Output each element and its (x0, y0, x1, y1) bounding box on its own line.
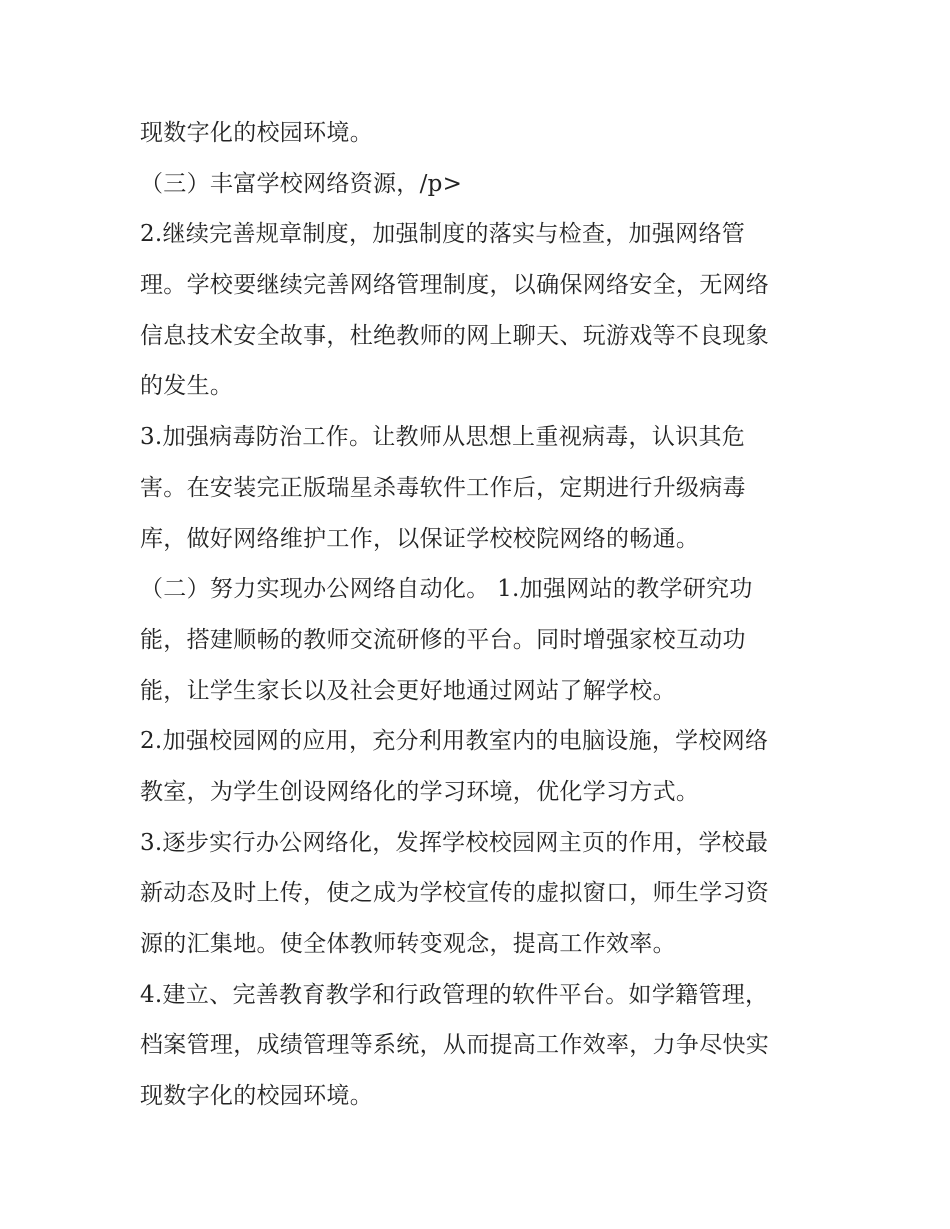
text-line: 害。在安装完正版瑞星杀毒软件工作后，定期进行升级病毒 (140, 474, 746, 501)
text-line: 教室，为学生创设网络化的学习环境，优化学习方式。 (140, 778, 700, 805)
text-line: 能，搭建顺畅的教师交流研修的平台。同时增强家校互动功 (140, 626, 746, 653)
text-line: 档案管理，成绩管理等系统，从而提高工作效率，力争尽快实 (140, 1032, 770, 1059)
text-line: 理。学校要继续完善网络管理制度，以确保网络安全，无网络 (140, 272, 770, 299)
text-line: 源的汇集地。使全体教师转变观念，提高工作效率。 (140, 931, 676, 957)
text-line: 4.建立、完善教育教学和行政管理的软件平台。如学籍管理， (140, 981, 769, 1008)
text-line: 现数字化的校园环境。 (140, 120, 373, 146)
text-line: 2.继续完善规章制度，加强制度的落实与检查，加强网络管 (140, 221, 746, 248)
text-line: 3.逐步实行办公网络化，发挥学校校园网主页的作用，学校最 (140, 829, 769, 856)
text-line: 的发生。 (140, 373, 234, 400)
section-heading: （三）丰富学校网络资源，/p> (140, 170, 463, 197)
text-line: 信息技术安全故事，杜绝教师的网上聊天、玩游戏等不良现象 (140, 322, 770, 349)
text-line: 现数字化的校园环境。 (140, 1083, 373, 1110)
document-body (140, 108, 812, 1122)
text-line: 3.加强病毒防治工作。让教师从思想上重视病毒，认识其危 (140, 424, 746, 451)
text-line: 2.加强校园网的应用，充分利用教室内的电脑设施，学校网络 (140, 728, 769, 755)
section-heading: （二）努力实现办公网络自动化。 1.加强网站的教学研究功 (140, 576, 753, 603)
text-line: 库，做好网络维护工作，以保证学校校院网络的畅通。 (140, 525, 700, 552)
text-line: 新动态及时上传，使之成为学校宣传的虚拟窗口，师生学习资 (140, 880, 770, 907)
text-line: 能，让学生家长以及社会更好地通过网站了解学校。 (140, 677, 676, 704)
